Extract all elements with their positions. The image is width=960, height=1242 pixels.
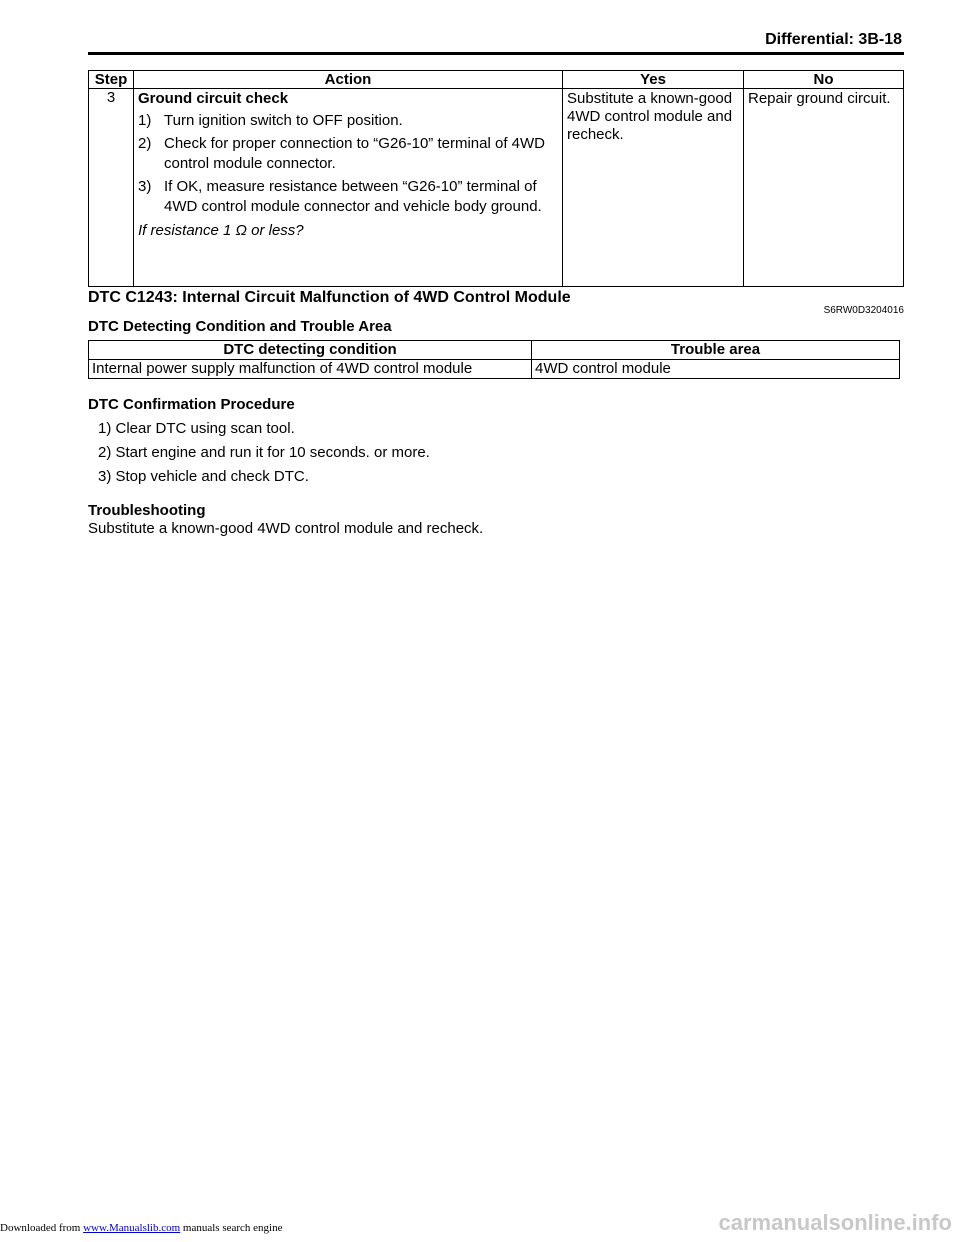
table-row [89,360,900,379]
list-item: 1) Clear DTC using scan tool. [98,420,295,437]
procedure-list [98,420,430,492]
section-id: S6RW0D3204016 [823,305,904,316]
table-row [89,89,904,287]
yes-cell: Substitute a known-good 4WD control module and recheck. [563,89,744,287]
action-question: If resistance 1 Ω or less? [138,222,304,239]
troubleshooting-heading: Troubleshooting [88,502,206,519]
action-item-number: 2) [138,135,152,152]
no-cell: Repair ground circuit. [744,89,904,287]
column-header-step: Step [89,71,134,89]
action-item [138,177,558,217]
column-header-condition: DTC detecting condition [89,341,532,360]
step-number: 3 [89,89,134,287]
step-table [88,70,904,287]
procedure-heading: DTC Confirmation Procedure [88,396,295,413]
action-item [138,134,558,174]
footer-suffix: manuals search engine [180,1222,283,1234]
trouble-area-cell: 4WD control module [532,360,900,379]
dtc-condition-table [88,340,900,379]
action-item-text: Check for proper connection to “G26-10” terminal of 4WD control module connector. [164,135,545,172]
list-item: 2) Start engine and run it for 10 seconds. or more. [98,444,430,461]
column-header-trouble-area: Trouble area [532,341,900,360]
column-header-no: No [744,71,904,89]
action-item-text: Turn ignition switch to OFF position. [164,112,403,129]
list-item: 3) Stop vehicle and check DTC. [98,468,309,485]
footer-prefix: Downloaded from [0,1222,84,1234]
troubleshooting-text: Substitute a known-good 4WD control module and recheck. [88,520,484,537]
page-header-title: Differential: 3B-18 [765,31,902,48]
action-item-number: 1) [138,112,152,129]
action-item-text: If OK, measure resistance between “G26-10” terminal of 4WD control module connector and vehicle body ground. [164,178,542,215]
condition-heading: DTC Detecting Condition and Trouble Area [88,318,392,335]
action-item [138,111,558,131]
column-header-yes: Yes [563,71,744,89]
step-table-header [89,71,904,89]
action-item-number: 3) [138,178,152,195]
header-rule [88,52,904,55]
watermark: carmanualsonline.info [718,1210,952,1235]
action-title: Ground circuit check [138,90,289,107]
action-cell [134,89,563,287]
dtc-table-header [89,341,900,360]
manualslib-link[interactable]: www.Manualslib.com [83,1222,181,1234]
column-header-action: Action [134,71,563,89]
condition-cell: Internal power supply malfunction of 4WD control module [89,360,532,379]
section-title: DTC C1243: Internal Circuit Malfunction of 4WD Control Module [88,289,571,306]
download-footer [0,1222,282,1234]
